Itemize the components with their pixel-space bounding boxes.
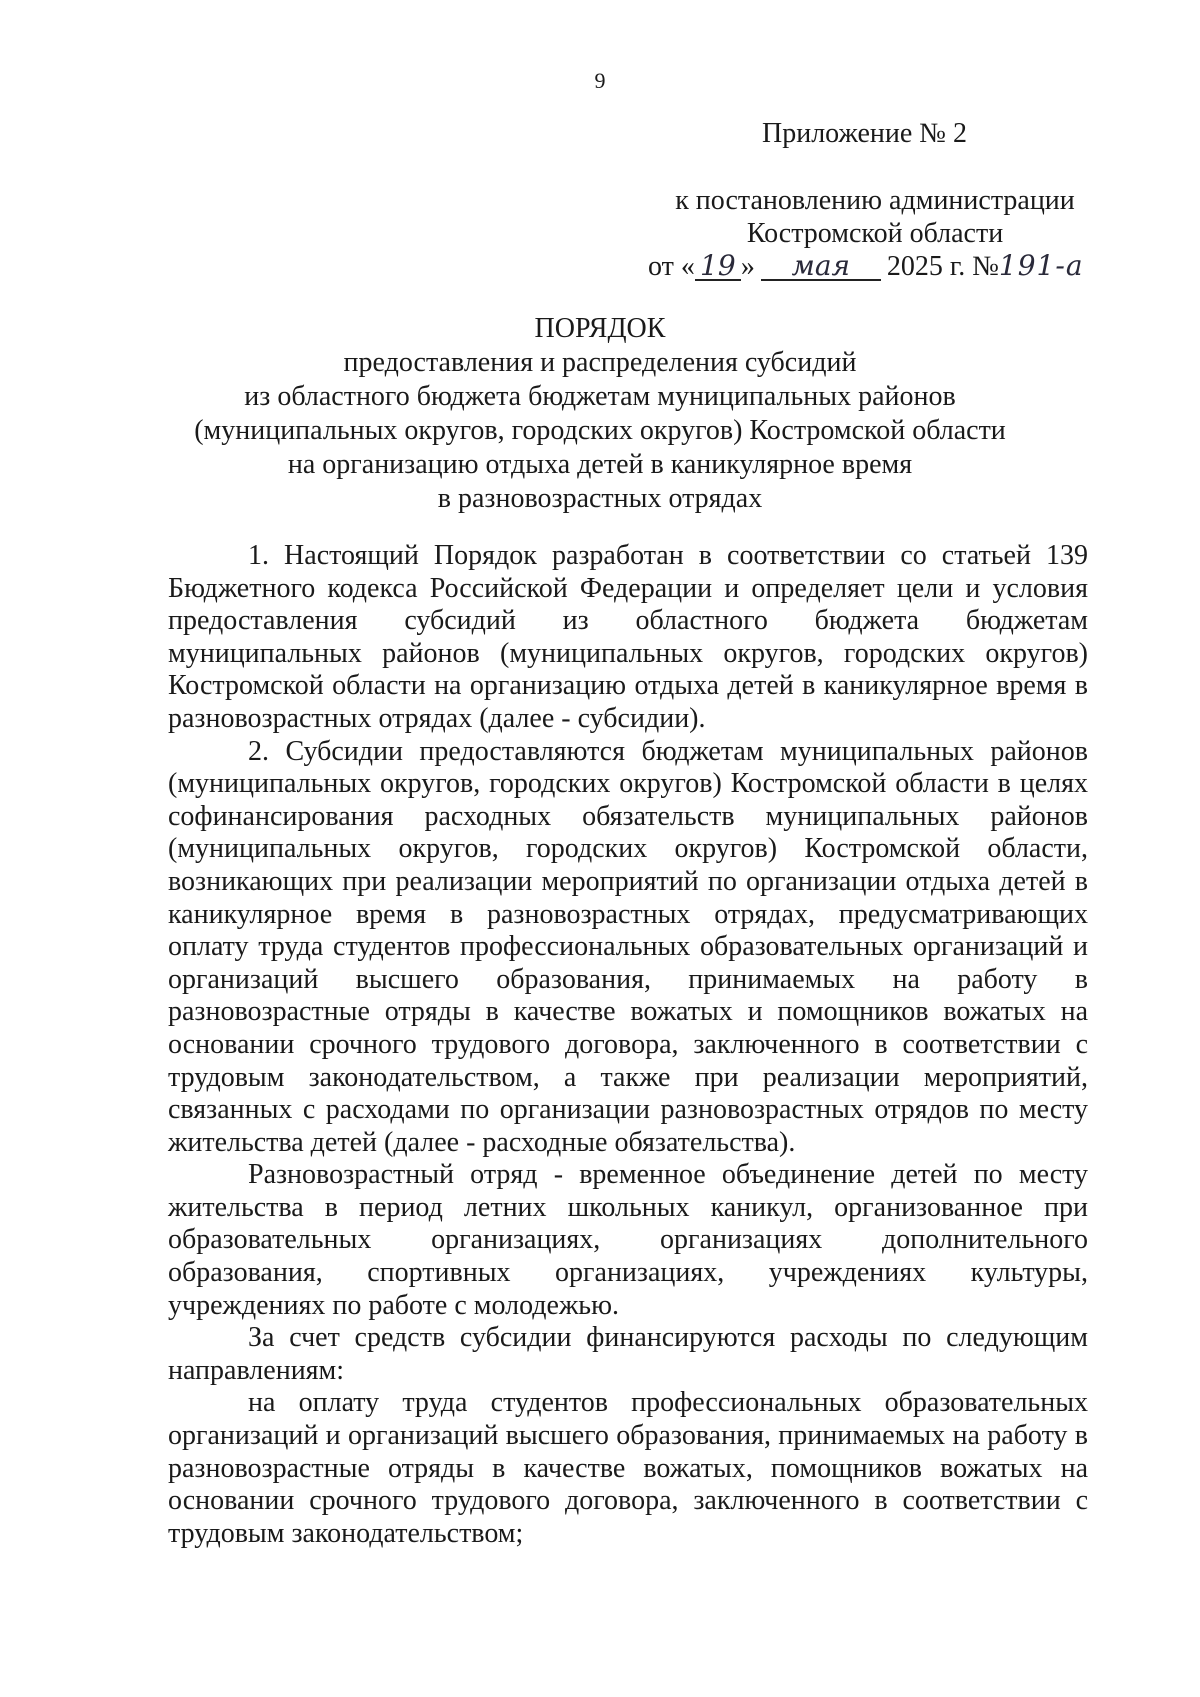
- page-number: 9: [594, 68, 606, 93]
- paragraph-2: 2. Субсидии предоставляются бюджетам муниципальных районов (муниципальных округов, городских округов) Костромской области в целях софинансирования расходных обязательств муниципальных районов (муниципальных округов, городских округов) Костромской области, возникающих при реализации мероприятий по организации отдыха детей в каникулярное время в разновозрастных отрядах, предусматривающих оплату труда студентов профессиональных образовательных организаций и организаций высшего образования, принимаемых на работу в разновозрастные отряды в качестве вожатых и помощников вожатых на основании срочного трудового договора, заключенного в соответствии с трудовым законодательством, а также при реализации мероприятий, связанных с расходами по организации разновозрастных отрядов по месту жительства детей (далее - расходные обязательства).: [168, 735, 1088, 1158]
- document-title: ПОРЯДОК: [534, 313, 666, 344]
- paragraph-5: на оплату труда студентов профессиональных образовательных организаций и организаций высшего образования, принимаемых на работу в разновозрастные отряды в качестве вожатых, помощников вожатых на основании срочного трудового договора, заключенного в соответствии с трудовым законодательством;: [168, 1387, 1088, 1549]
- paragraph-1: 1. Настоящий Порядок разработан в соответствии со статьей 139 Бюджетного кодекса Российской Федерации и определяет цели и условия предоставления субсидий из областного бюджета бюджетам муниципальных районов (муниципальных округов, городских округов) Костромской области на организацию отдыха детей в каникулярное время в разновозрастных отрядах (далее - субсидии).: [168, 540, 1088, 734]
- appendix-line-2: Костромской области: [746, 218, 1004, 249]
- date-prefix: от «: [648, 251, 695, 282]
- handwritten-number: 191-а: [998, 249, 1084, 282]
- subtitle-line-2: из областного бюджета бюджетам муниципальных районов: [244, 381, 956, 412]
- subtitle-line-3: (муниципальных округов, городских округов) Костромской области: [194, 415, 1006, 446]
- date-year: 2025 г. №: [886, 251, 999, 282]
- subtitle-line-5: в разновозрастных отрядах: [437, 483, 763, 514]
- appendix-title: Приложение № 2: [762, 118, 967, 149]
- subtitle-line-4: на организацию отдыха детей в каникулярное время: [287, 449, 913, 480]
- paragraph-4: За счет средств субсидии финансируются расходы по следующим направлениям:: [168, 1322, 1088, 1386]
- date-mid: »: [740, 251, 755, 282]
- appendix-date-line: [648, 250, 1148, 284]
- subtitle-line-1: предоставления и распределения субсидий: [343, 347, 857, 378]
- paragraph-3: Разновозрастный отряд - временное объединение детей по месту жительства в период летних школьных каникул, организованное при образовательных организациях, организациях дополнительного образования, спортивных организациях, учреждениях культуры, учреждениях по работе с молодежью.: [168, 1159, 1088, 1321]
- document-body: [168, 540, 1088, 1550]
- appendix-line-1: к постановлению администрации: [675, 185, 1075, 216]
- handwritten-month: мая: [761, 253, 881, 281]
- handwritten-day: 19: [695, 253, 741, 281]
